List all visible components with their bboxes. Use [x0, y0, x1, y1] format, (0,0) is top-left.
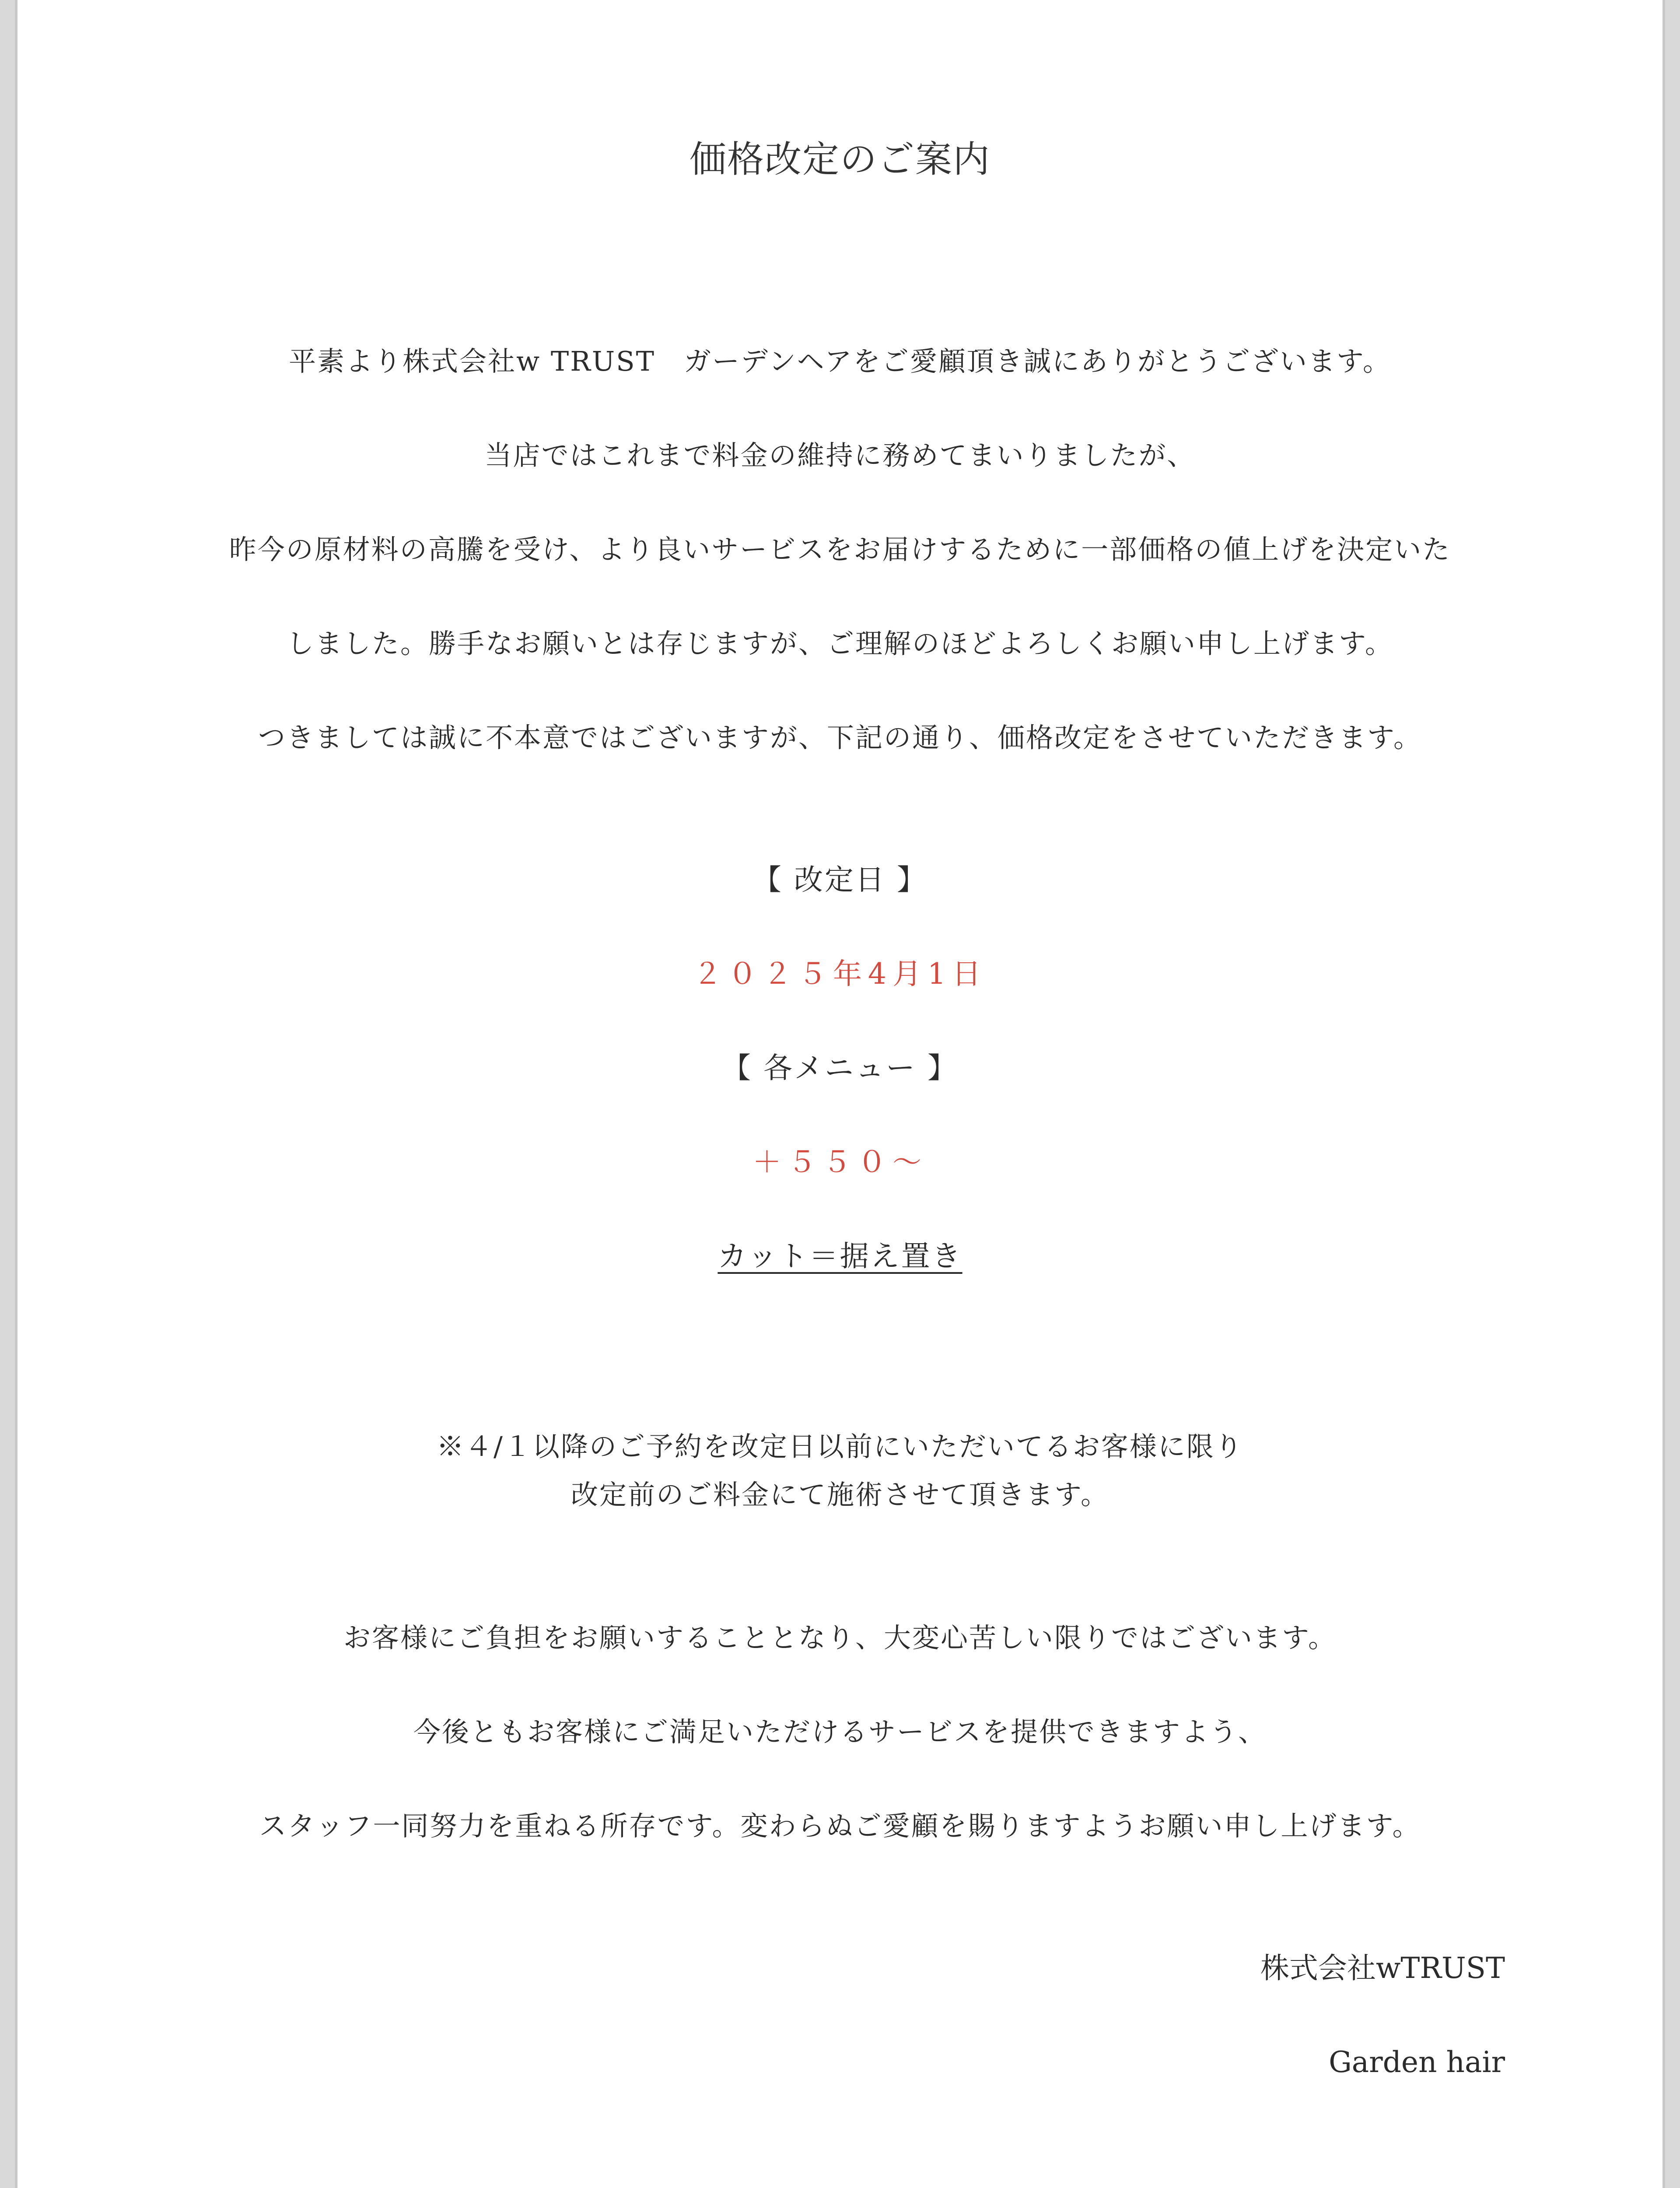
closing-line-3: スタッフ一同努力を重ねる所存です。変わらぬご愛顧を賜りますようお願い申し上げます。 — [259, 1810, 1421, 1842]
cut-note-text: カット＝据え置き — [718, 1239, 962, 1273]
right-page-edge — [1662, 0, 1665, 2188]
document-title: 価格改定のご案内 — [689, 138, 990, 181]
intro-line-5: つきましては誠に不本意ではございますが、下記の通り、価格改定をさせていただきます。 — [258, 722, 1422, 754]
closing-line-1: お客様にご負担をお願いすることとなり、大変心苦しい限りではございます。 — [343, 1622, 1337, 1654]
notice-line-2: 改定前のご料金にて施術させて頂きます。 — [570, 1479, 1110, 1511]
intro-line-1: 平素より株式会社w TRUST ガーデンヘアをご愛顧頂き誠にありがとうございます。 — [289, 345, 1391, 377]
company-name: 株式会社wTRUST — [1260, 1951, 1505, 1985]
intro-line-3: 昨今の原材料の高騰を受け、より良いサービスをお届けするために一部価格の値上げを決定いた — [229, 533, 1451, 565]
document-page — [18, 0, 1662, 2188]
salon-name: Garden hair — [1329, 2045, 1505, 2079]
menu-heading: 【 各メニュー 】 — [722, 1051, 958, 1085]
left-page-edge — [15, 0, 18, 2188]
menu-increase: ＋５５０〜 — [752, 1145, 928, 1179]
revision-date-heading: 【 改定日 】 — [752, 863, 928, 897]
notice-line-1: ※４/１以降のご予約を改定日以前にいただいてるお客様に限り — [437, 1431, 1243, 1462]
revision-date: ２０２５年4月1日 — [693, 957, 987, 991]
intro-line-4: しました。勝手なお願いとは存じますが、ご理解のほどよろしくお願い申し上げます。 — [286, 628, 1394, 659]
cut-note — [0, 1239, 1680, 1273]
intro-line-2: 当店ではこれまで料金の維持に務めてまいりましたが、 — [484, 439, 1196, 471]
closing-line-2: 今後ともお客様にご満足いただけるサービスを提供できますよう、 — [413, 1716, 1267, 1748]
